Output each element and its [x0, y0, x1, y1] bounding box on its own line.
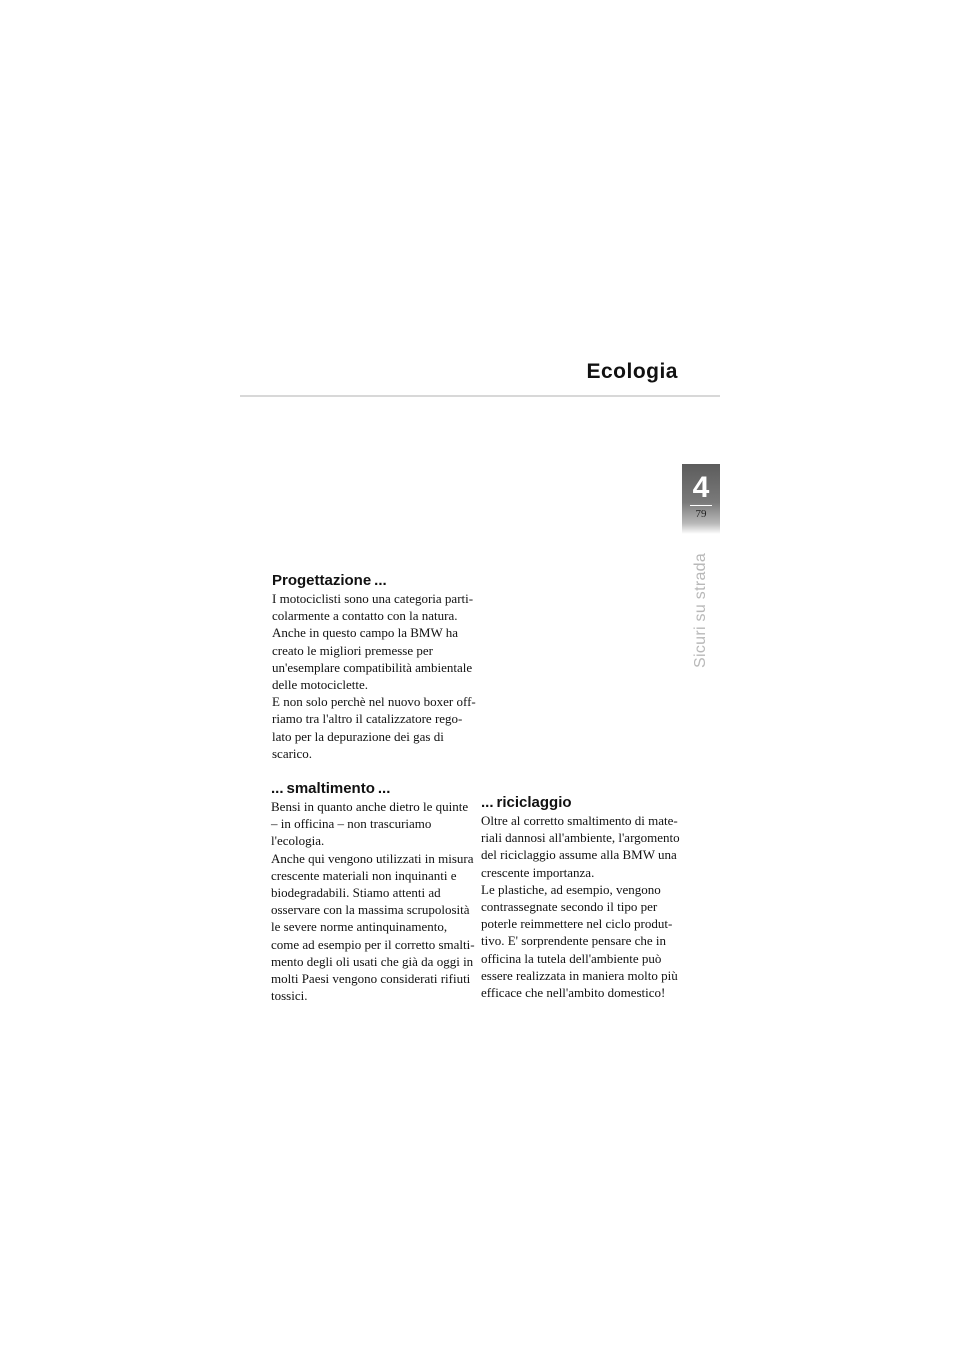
section-heading: ... smaltimento ... [271, 780, 391, 797]
page-number: 79 [695, 508, 707, 520]
chapter-number: 4 [692, 471, 710, 504]
section-body: I motociclisti sono una categoria parti- colarmente a contatto con la natura. Anche in questo campo la BMW ha creato le migliori premesse per un'esemplare compatibilità ambientale delle motociclette. E non solo perchè nel nuovo boxer off- riamo tra l'altro il catalizzatore rego- lato per la depurazione dei gas di scarico. [272, 591, 476, 761]
chapter-side-label: Sicuri su strada [692, 552, 709, 668]
section-body: Oltre al corretto smaltimento di mate- riali dannosi all'ambiente, l'argomento del riciclaggio assume alla BMW una crescente importanza. Le plastiche, ad esempio, vengono contrassegnate secondo il tipo per poterle reimmettere nel ciclo produt- tivo. E' sorprendente pensare che in officina la tutela dell'ambiente può essere realizzata in maniera molto più efficace che nell'ambito domestico! [481, 813, 680, 1001]
section-smaltimento [271, 780, 477, 1004]
section-heading: Progettazione ... [272, 572, 387, 589]
section-riciclaggio [481, 794, 687, 1001]
page-title: Ecologia [586, 360, 678, 383]
chapter-tab-divider [690, 505, 712, 506]
header-divider [240, 395, 720, 397]
section-progettazione [272, 572, 478, 762]
section-heading: ... riciclaggio [481, 794, 572, 811]
section-body: Bensi in quanto anche dietro le quinte – in officina – non trascuriamo l'ecologia. Anche qui vengono utilizzati in misura crescente materiali non inquinanti e biodegradabili. Stiamo attenti ad osservare con la massima scrupolosità le severe norme antinquinamento, come ad esempio per il corretto smalti- mento degli oli usati che già da oggi in molti Paesi vengono considerati rifiuti tossici. [271, 799, 475, 1004]
chapter-tab [682, 464, 720, 534]
